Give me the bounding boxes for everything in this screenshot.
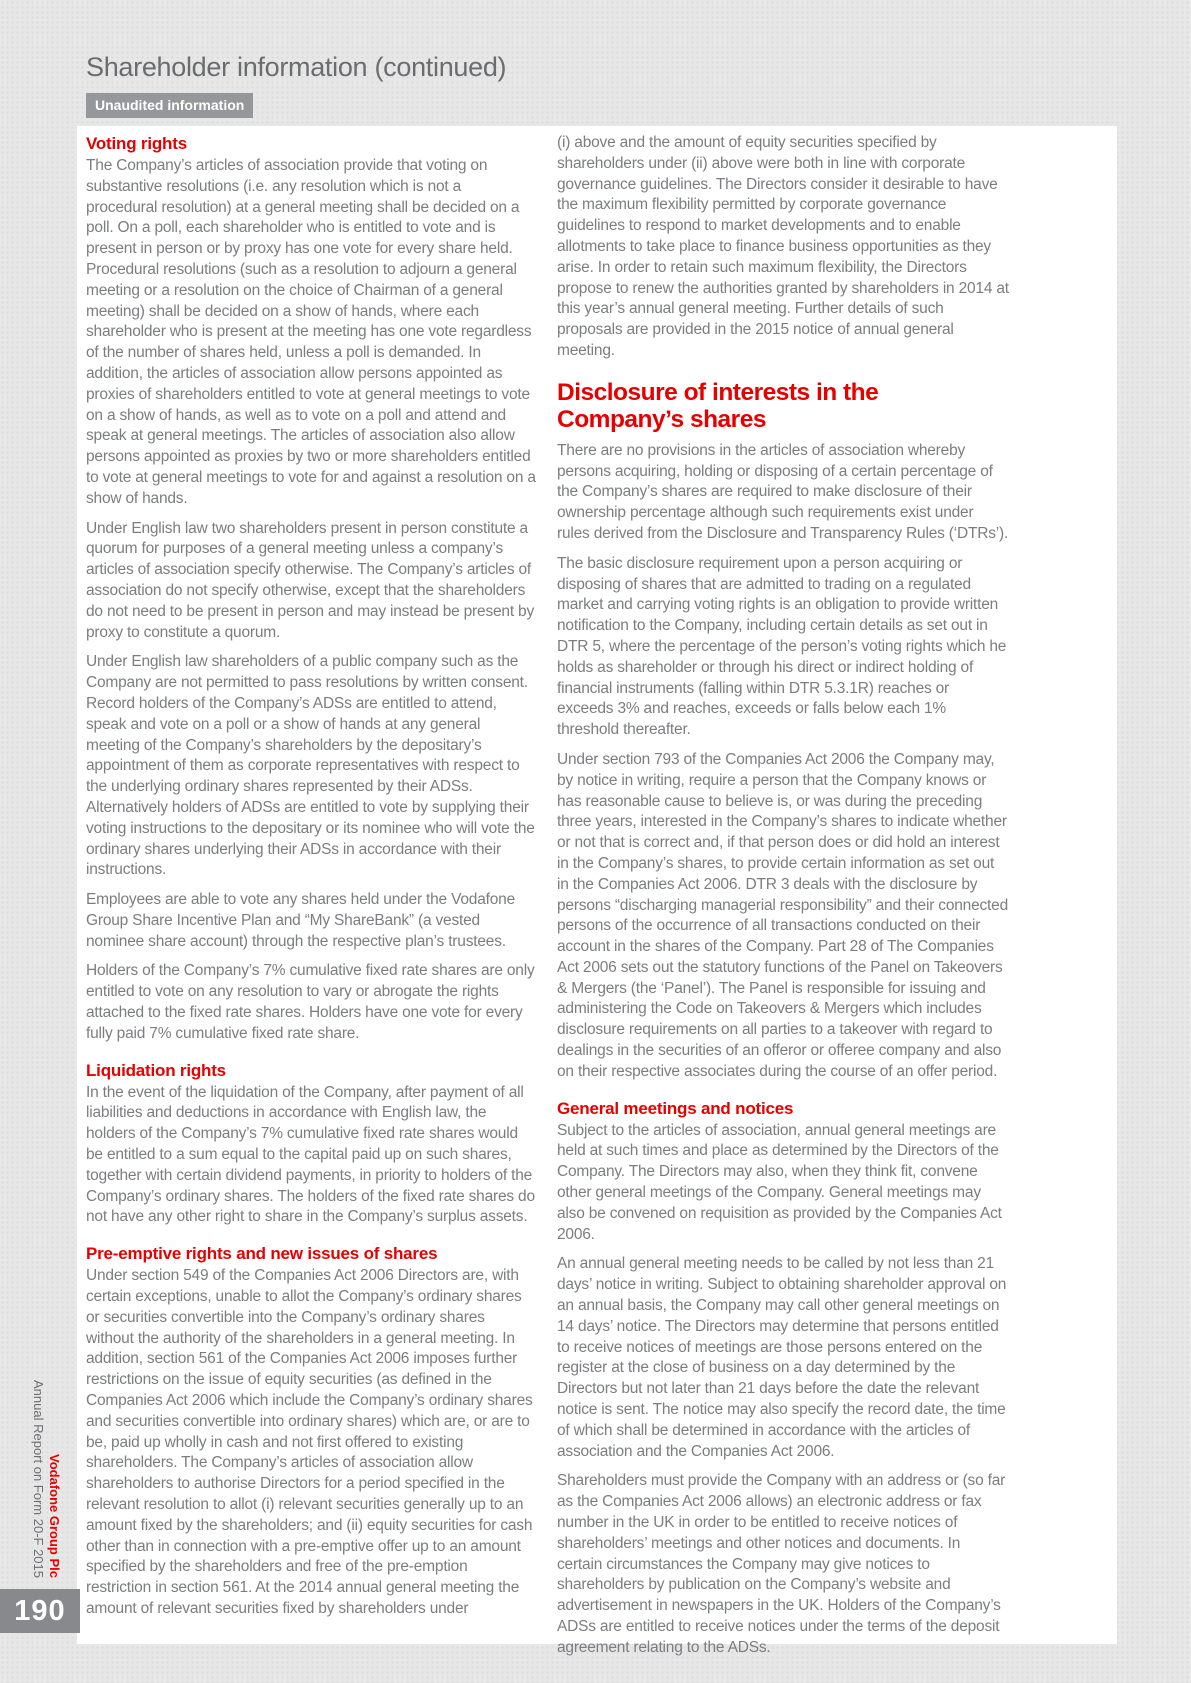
- page-title: Shareholder information (continued): [86, 52, 507, 82]
- paragraph: Employees are able to vote any shares held under the Vodafone Group Share Incentive Plan and “My ShareBank” (a vested nominee share account) through the respective plan’s trustees.: [86, 891, 515, 950]
- section-heading: Pre-emptive rights and new issues of shares: [86, 1244, 438, 1264]
- content-panel: [77, 126, 1117, 1656]
- paragraph: The Company’s articles of association provide that voting on substantive resolutions (i.e. any resolution which is not a procedural resolution) at a general meeting shall be decided on a poll. On a poll, each shareholder who is entitled to vote and is present in person or by proxy has one vote for every share held. Procedural resolutions (such as a resolution to adjourn a general meeting or a resolution on the choice of Chairman of a general meeting) shall be decided on a show of hands, where each shareholder who is present at the meeting has one vote regardless of the number of shares held, unless a poll is demanded. In addition, the articles of association allow persons appointed as proxies of shareholders entitled to vote at general meetings to vote on a show of hands, as well as to vote on a poll and attend and speak at general meetings. The articles of association also allow persons appointed as proxies by two or more shareholders entitled to vote at general meetings to vote for and against a resolution on a show of hands.: [86, 157, 536, 507]
- paragraph: Under English law two shareholders present in person constitute a quorum for purposes of a general meeting unless a company’s articles of association specify otherwise. The Company’s articles of association do not specify otherwise, except that the shareholders do not need to be present in person and may instead be present by proxy to constitute a quorum.: [86, 519, 535, 641]
- section-heading: Liquidation rights: [86, 1060, 226, 1080]
- paragraph: Holders of the Company’s 7% cumulative fixed rate shares are only entitled to vote on any resolution to vary or abrogate the rights attached to the fixed rate shares. Holders have one vote for every fully paid 7% cumulative fixed rate share.: [86, 962, 535, 1042]
- paragraph: (i) above and the amount of equity securities specified by shareholders under (ii) above were both in line with corporate governance guidelines. The Directors consider it desirable to have the maximum flexibility permitted by corporate governance guidelines to respond to market developments and to enable allotments to take place to finance business opportunities as they arise. In order to retain such maximum flexibility, the Directors propose to renew the authorities granted by shareholders in 2014 at this year’s annual general meeting. Further details of such proposals are provided in the 2015 notice of annual general meeting.: [557, 134, 1009, 359]
- section-heading: Voting rights: [86, 134, 187, 153]
- spine-report-text: Annual Report on Form 20-F 2015: [31, 1380, 46, 1578]
- paragraph: In the event of the liquidation of the Company, after payment of all liabilities and deductions in accordance with English law, the holders of the Company’s 7% cumulative fixed rate shares would be entitled to a sum equal to the capital paid up on such shares, together with certain dividend payments, in priority to holders of the Company’s ordinary shares. The holders of the fixed rate shares do not have any other right to share in the Company’s surplus assets.: [86, 1083, 535, 1226]
- paragraph: There are no provisions in the articles of association whereby persons acquiring, holding or disposing of a certain percentage of the Company’s shares are required to make disclosure of their ownership percentage although such requirements exist under rules derived from the Disclosure and Transparency Rules (‘DTRs’).: [557, 441, 1009, 542]
- paragraph: Under section 549 of the Companies Act 2006 Directors are, with certain exceptions, unable to allot the Company’s ordinary shares or securities convertible into the Company’s ordinary shares without the authority of the shareholders in a general meeting. In addition, section 561 of the Companies Act 2006 imposes further restrictions on the issue of equity securities (as defined in the Companies Act 2006 which include the Company’s ordinary shares and securities convertible into ordinary shares) which are, or are to be, paid up wholly in cash and not first offered to existing shareholders. The Company’s articles of association allow shareholders to authorise Directors for a period specified in the relevant resolution to allot (i) relevant securities generally up to an amount fixed by the shareholders; and (ii) equity securities for cash other than in connection with a pre-emptive offer up to an amount specified by the shareholders and free of the pre-emption restriction in section 561. At the 2014 annual general meeting the amount of relevant securities fixed by shareholders under: [86, 1267, 533, 1617]
- left-column: [86, 133, 536, 1629]
- paragraph: Under English law shareholders of a public company such as the Company are not permitted to pass resolutions by written consent. Record holders of the Company’s ADSs are entitled to attend, speak and vote on a poll or a show of hands at any general meeting of the Company’s shareholders by the depositary’s appointment of them as corporate representatives with respect to the underlying ordinary shares represented by their ADSs. Alternatively holders of ADSs are entitled to vote by supplying their voting instructions to the depositary or its nominee who will vote the ordinary shares underlying their ADSs in accordance with their instructions.: [86, 653, 535, 879]
- paragraph: An annual general meeting needs to be called by not less than 21 days’ notice in writing. Subject to obtaining shareholder approval on an annual basis, the Company may call other general meetings on 14 days’ notice. The Directors may determine that persons entitled to receive notices of meetings are those persons entered on the register at the close of business on a day determined by the Directors but not later than 21 days before the date the relevant notice is sent. The notice may also specify the record date, the time of which shall be determined in accordance with the articles of association and the Companies Act 2006.: [557, 1255, 1007, 1460]
- right-column: [557, 133, 1009, 1668]
- paragraph: Under section 793 of the Companies Act 2006 the Company may, by notice in writing, require a person that the Company knows or has reasonable cause to believe is, or was during the preceding three years, interested in the Company’s shares to indicate whether or not that is correct and, if that person does or did hold an interest in the Company’s shares, to provide certain information as set out in the Companies Act 2006. DTR 3 deals with the disclosure by persons “discharging managerial responsibility” and their connected persons of the occurrence of all transactions conducted on their account in the shares of the Company. Part 28 of The Companies Act 2006 sets out the statutory functions of the Panel on Takeovers & Mergers (the ‘Panel’). The Panel is responsible for issuing and administering the Code on Takeovers & Mergers which includes disclosure requirements on all parties to a takeover with regard to dealings in the securities of an offeror or offeree company and also on their respective associates during the course of an offer period.: [557, 750, 1008, 1080]
- spine-text: [30, 1320, 62, 1578]
- paragraph: The basic disclosure requirement upon a person acquiring or disposing of shares that are admitted to trading on a regulated market and carrying voting rights is an obligation to provide written notification to the Company, including certain details as set out in DTR 5, where the percentage of the person’s voting rights which he holds as shareholder or through his direct or indirect holding of financial instruments (falling within DTR 5.3.1R) reaches or exceeds 3% and reaches, exceeds or falls below each 1% threshold thereafter.: [557, 554, 1007, 739]
- paragraph: Subject to the articles of association, annual general meetings are held at such times and place as determined by the Directors of the Company. The Directors may also, when they think fit, convene other general meetings of the Company. General meetings may also be convened on requisition as provided by the Companies Act 2006.: [557, 1121, 1002, 1243]
- page-number-badge: 190: [0, 1589, 80, 1633]
- section-heading-large: Disclosure of interests in the Company’s shares: [557, 378, 879, 433]
- section-heading: General meetings and notices: [557, 1098, 794, 1118]
- unaudited-information-badge: Unaudited information: [86, 93, 253, 118]
- spine-brand-text: Vodafone Group Plc: [47, 1454, 62, 1578]
- paragraph: Shareholders must provide the Company with an address or (so far as the Companies Act 2006 allows) an electronic address or fax number in the UK in order to be entitled to receive notices of shareholders’ meetings and other notices and documents. In certain circumstances the Company may give notices to shareholders by publication on the Company’s website and advertisement in newspapers in the UK. Holders of the Company’s ADSs are entitled to receive notices under the terms of the deposit agreement relating to the ADSs.: [557, 1472, 1006, 1656]
